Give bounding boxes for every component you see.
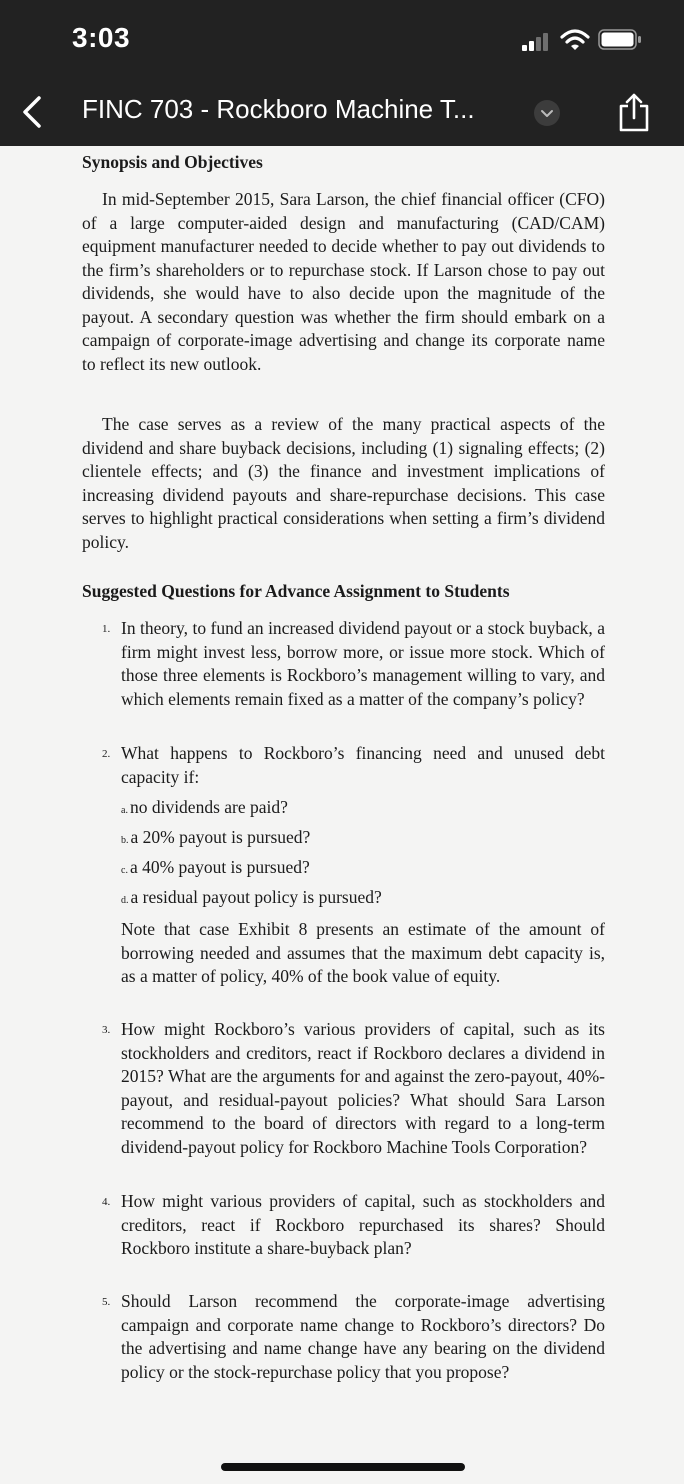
question-1 <box>102 617 605 711</box>
cellular-signal-icon <box>522 33 552 51</box>
subitem-letter: b. <box>121 835 129 846</box>
synopsis-paragraph-2: The case serves as a review of the many practical aspects of the dividend and share buyback decisions, including (1) signaling effects; (2) clientele effects; and (3) the finance and investment implications of increasing dividend payouts and share-repurchase decisions. This case serves to highlight practical considerations when setting a firm’s dividend policy. <box>82 414 605 552</box>
subitem-text: no dividends are paid? <box>129 797 288 817</box>
question-text: Should Larson recommend the corporate-image advertising campaign and corporate name change to Rockboro’s directors? Do the advertising and name change have any bearing on the dividend policy or the stock-repurchase policy that you propose? <box>121 1291 605 1382</box>
question-2 <box>102 742 605 789</box>
chevron-down-icon <box>534 100 560 126</box>
question-text: How might Rockboro’s various providers of capital, such as its stockholders and creditors, react if Rockboro declares a dividend in 2015? What are the arguments for and against the zero-payout, 40%-payout, and residual-payout policies? What should Sara Larson recommend to the board of directors with regard to a long-term dividend-payout policy for Rockboro Machine Tools Corporation? <box>121 1019 605 1157</box>
question-number: 1. <box>102 623 111 635</box>
subitem-text: a 20% payout is pursued? <box>130 827 311 847</box>
question-text: In theory, to fund an increased dividend payout or a stock buyback, a firm might invest less, borrow more, or issue more stock. Which of those three elements is Rockboro’s management willing to vary, and which elements remain fixed as a matter of the company’s policy? <box>121 618 605 709</box>
share-icon[interactable] <box>616 92 652 132</box>
subitem-letter: c. <box>121 865 128 876</box>
document-page <box>0 146 684 1484</box>
question-2-subitem-c <box>121 856 310 883</box>
question-2-note: Note that case Exhibit 8 presents an estimate of the amount of borrowing needed and assumes that the maximum debt capacity is, as a matter of policy, 40% of the book value of equity. <box>121 919 605 986</box>
question-2-subitem-a <box>121 796 288 823</box>
question-number: 2. <box>102 748 111 760</box>
question-number: 5. <box>102 1296 111 1308</box>
nav-bar <box>0 80 684 146</box>
question-text: How might various providers of capital, such as stockholders and creditors, react if Rockboro repurchased its shares? Should Rockboro institute a share-buyback plan? <box>121 1191 605 1258</box>
status-time: 3:03 <box>72 22 131 53</box>
wifi-icon <box>560 28 590 52</box>
question-5 <box>102 1290 605 1384</box>
section-heading-synopsis: Synopsis and Objectives <box>82 152 263 172</box>
question-3 <box>102 1018 605 1159</box>
subitem-text: a 40% payout is pursued? <box>129 857 310 877</box>
battery-icon <box>598 29 642 50</box>
document-title: FINC 703 - Rockboro Machine T... <box>82 94 475 124</box>
subitem-letter: a. <box>121 805 128 816</box>
question-text: What happens to Rockboro’s financing need and unused debt capacity if: <box>121 743 605 787</box>
question-2-subitem-d <box>121 886 382 913</box>
home-indicator[interactable] <box>221 1463 465 1471</box>
synopsis-paragraph-1: In mid-September 2015, Sara Larson, the chief financial officer (CFO) of a large computer-aided design and manufacturing (CAD/CAM) equipment manufacturer needed to decide whether to pay out dividends to the firm’s shareholders or to repurchase stock. If Larson chose to pay out dividends, she would have to also decide upon the magnitude of the payout. A secondary question was whether the firm should embark on a campaign of corporate-image advertising and change its corporate name to reflect its new outlook. <box>82 189 605 374</box>
back-chevron-icon[interactable] <box>18 94 48 130</box>
question-4 <box>102 1190 605 1261</box>
section-heading-questions: Suggested Questions for Advance Assignment to Students <box>82 581 510 601</box>
question-number: 4. <box>102 1196 111 1208</box>
subitem-letter: d. <box>121 895 129 906</box>
question-number: 3. <box>102 1024 111 1036</box>
question-2-subitem-b <box>121 826 310 853</box>
status-bar <box>0 0 684 80</box>
subitem-text: a residual payout policy is pursued? <box>130 887 382 907</box>
title-dropdown-button[interactable] <box>534 100 560 126</box>
